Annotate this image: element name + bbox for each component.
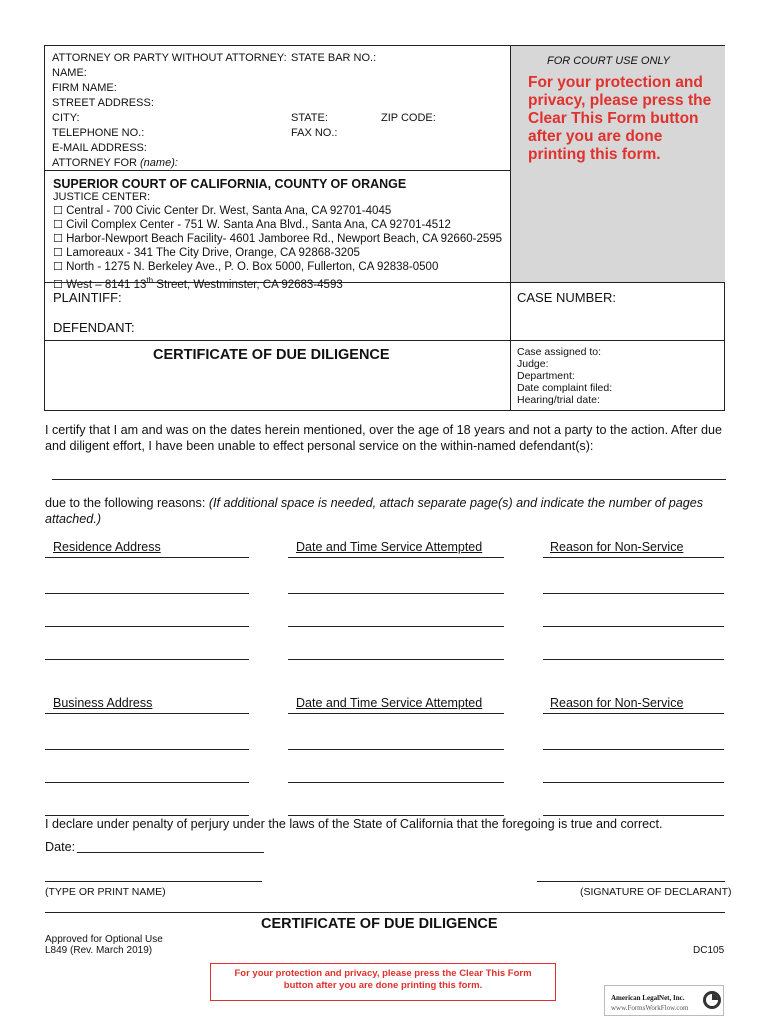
divider [45,170,511,171]
justice-center-option[interactable] [53,260,502,274]
case-number-label: CASE NUMBER: [517,290,616,305]
attorney-label: ATTORNEY OR PARTY WITHOUT ATTORNEY: [52,52,287,64]
business-header: Business Address [53,696,153,710]
center-central: Central - 700 Civic Center Dr. West, Santa Ana, CA 92701-4045 [66,205,392,217]
telephone-label: TELEPHONE NO.: [52,127,145,139]
justice-center-option[interactable] [53,204,502,218]
date-time-header: Date and Time Service Attempted [296,540,483,554]
department-label: Department: [517,370,575,382]
west-sup: th [146,276,154,285]
plaintiff-label: PLAINTIFF: [53,290,122,305]
center-north: North - 1275 N. Berkeley Ave., P. O. Box 5000, Fullerton, CA 92838-0500 [66,261,439,273]
reason-field[interactable] [543,749,724,750]
city-label: CITY: [52,112,80,124]
judge-label: Judge: [517,358,549,370]
reasons-text [45,495,725,527]
date-time-field[interactable] [288,782,504,783]
date-complaint-label: Date complaint filed: [517,382,613,394]
footer-rule [45,912,725,913]
business-field[interactable] [45,782,249,783]
zip-label: ZIP CODE: [381,112,436,124]
business-field[interactable] [45,749,249,750]
date-field[interactable] [77,852,264,853]
brand-box [604,985,724,1016]
date-time-field[interactable] [288,593,504,594]
date-time-field[interactable] [288,659,504,660]
case-info [517,346,612,406]
residence-field[interactable] [45,593,249,594]
residence-field[interactable] [45,659,249,660]
residence-header-line [45,557,249,558]
court-title: SUPERIOR COURT OF CALIFORNIA, COUNTY OF ORANGE [53,177,407,191]
checkbox[interactable]: ☐ [53,260,63,273]
state-label: STATE: [291,112,328,124]
name-label: NAME: [52,67,87,79]
footer-title: CERTIFICATE OF DUE DILIGENCE [261,916,498,932]
checkbox[interactable]: ☐ [53,204,63,217]
residence-header: Residence Address [53,540,161,554]
fax-label: FAX NO.: [291,127,338,139]
clear-form-notice [210,963,556,1001]
justice-center-option[interactable] [53,218,502,232]
hearing-date-label: Hearing/trial date: [517,394,600,406]
type-name-label: (TYPE OR PRINT NAME) [45,886,166,898]
date-time-header-line [288,713,504,714]
declaration-text: I declare under penalty of perjury under the laws of the State of California that the foregoing is true and correct. [45,817,663,831]
date-time-header-line [288,557,504,558]
approved-text: Approved for Optional Use [45,934,163,945]
divider [45,282,725,283]
residence-field[interactable] [45,626,249,627]
form-title: CERTIFICATE OF DUE DILIGENCE [153,347,390,363]
attorney-for-name: (name): [140,157,178,169]
justice-center-option[interactable] [53,232,502,246]
attorney-for-label [52,156,178,171]
defendant-input-line[interactable] [52,479,726,480]
west-suffix: Street, Westminster, CA 92683-4593 [153,278,343,291]
date-time-field[interactable] [288,626,504,627]
reason-header-line [543,557,724,558]
reasons-italic: (If additional space is needed, attach separate page(s) and indicate the number of pages attached.) [45,496,704,526]
center-civil-complex: Civil Complex Center - 751 W. Santa Ana Blvd., Santa Ana, CA 92701-4512 [66,219,451,231]
attorney-for-prefix: ATTORNEY FOR [52,157,141,169]
justice-center-option[interactable] [53,246,502,260]
state-bar-label: STATE BAR NO.: [291,52,377,64]
reason-field[interactable] [543,593,724,594]
checkbox[interactable]: ☐ [53,277,63,291]
center-lamoreaux: Lamoreaux - 341 The City Drive, Orange, CA 92868-3205 [66,247,360,259]
reasons-prefix: due to the following reasons: [45,496,209,510]
email-label: E-MAIL ADDRESS: [52,142,147,154]
form-number: L849 (Rev. March 2019) [45,945,153,956]
reason-field[interactable] [543,659,724,660]
reason-header-line [543,713,724,714]
brand-url: www.FormsWorkFlow.com [611,1004,689,1012]
brand-name: American LegalNet, Inc. [611,994,685,1002]
firm-label: FIRM NAME: [52,82,117,94]
signature-field[interactable] [537,881,725,882]
form-code: DC105 [693,945,725,956]
checkbox[interactable]: ☐ [53,232,63,245]
reason-field[interactable] [543,815,724,816]
signature-label: (SIGNATURE OF DECLARANT) [580,886,732,898]
case-assigned-label: Case assigned to: [517,346,602,358]
divider [510,282,511,410]
certify-text: I certify that I am and was on the dates herein mentioned, over the age of 18 years and not a party to the action. After due and diligent effort, I have been unable to effect personal service on the within-named defendant(s): [45,423,722,453]
west-prefix: West – 8141 13 [66,278,147,291]
checkbox[interactable]: ☐ [53,246,63,259]
date-time-field[interactable] [288,815,504,816]
reason-header: Reason for Non-Service [550,540,684,554]
checkbox[interactable]: ☐ [53,218,63,231]
date-time-field[interactable] [288,749,504,750]
defendant-label: DEFENDANT: [53,320,135,335]
court-use-notice: For your protection and privacy, please press the Clear This Form button after you are done printing this form. [528,74,712,163]
brand-logo-icon [702,990,722,1010]
type-name-field[interactable] [45,881,262,882]
date-time-header: Date and Time Service Attempted [296,696,483,710]
court-use-label: FOR COURT USE ONLY [547,55,670,67]
divider [45,340,725,341]
reason-header: Reason for Non-Service [550,696,684,710]
date-label: Date: [45,840,76,854]
reason-field[interactable] [543,626,724,627]
business-field[interactable] [45,815,249,816]
street-label: STREET ADDRESS: [52,97,154,109]
justice-center-list [53,204,502,292]
business-header-line [45,713,249,714]
reason-field[interactable] [543,782,724,783]
clear-form-notice-text: For your protection and privacy, please press the Clear This Form button after you are done printing this form. [234,968,532,991]
center-harbor-newport: Harbor-Newport Beach Facility- 4601 Jamboree Rd., Newport Beach, CA 92660-2595 [66,233,503,245]
justice-center-label: JUSTICE CENTER: [53,191,151,203]
